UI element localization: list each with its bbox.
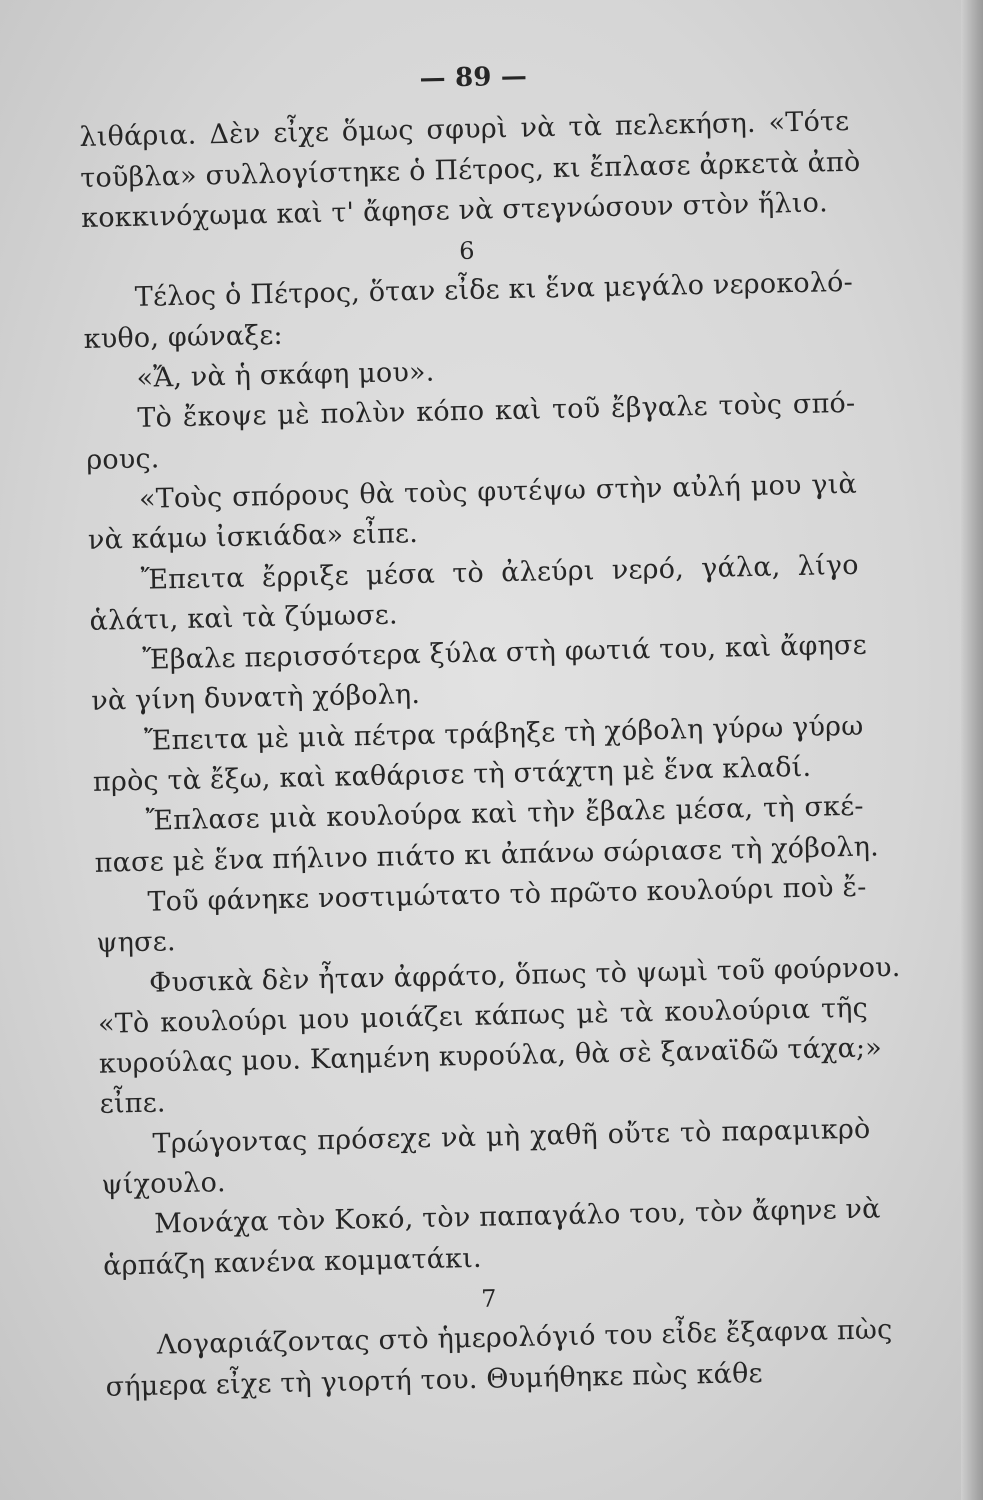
text-line: Τοῦ φάνηκε νοστιμώτατο τὸ πρῶτο κουλούρι ποὺ ἔ- [147,871,867,918]
text-line: ψίχουλο. [101,1167,227,1201]
text-line: Ἔπειτα μὲ μιὰ πέτρα τράβηξε τὴ χόβολη γύρω γύρω [143,710,864,757]
section-number: 6 [458,236,475,266]
page-text [78,50,901,1408]
text-line: κυρούλας μου. Καημένη κυρούλα, θὰ σὲ ξαναϊδῶ τάχα;» [98,1032,883,1080]
text-line: «Τοὺς σπόρους θὰ τοὺς φυτέψω στὴν αὐλή μου γιὰ [138,468,858,515]
text-line: Τὸ ἔκοψε μὲ πολὺν κόπο καὶ τοῦ ἔβγαλε τοὺς σπό- [137,388,856,435]
text-line: Ἔπλασε μιὰ κουλούρα καὶ τὴν ἔβαλε μέσα, τὴ σκέ- [145,791,865,838]
text-line: ρους. [85,443,160,476]
text-line: νὰ γίνη δυνατὴ χόβολη. [90,679,421,718]
text-line: ψησε. [96,926,177,960]
text-line: ἁλάτι, καὶ τὰ ζύμωσε. [89,599,398,637]
page-number: — 89 — [419,61,528,94]
text-line: Ἔπειτα ἔρριξε μέσα τὸ ἀλεύρι νερό, γάλα, λίγο [140,549,859,596]
section-number: 7 [480,1284,497,1313]
page-edge [961,0,983,1500]
text-line: νὰ κάμω ἰσκιάδα» εἶπε. [87,518,419,557]
text-line: κοκκινόχωμα καὶ τ' ἄφησε νὰ στεγνώσουν στὸν ἥλιο. [80,187,829,234]
text-line: πρὸς τὰ ἔξω, καὶ καθάρισε τὴ στάχτη μὲ ἕνα κλαδί. [92,751,812,798]
text-line: Ἔβαλε περισσότερα ξύλα στὴ φωτιά του, καὶ ἄφησε [142,629,868,676]
text-line: Τρώγοντας πρόσεχε νὰ μὴ χαθῆ οὔτε τὸ παραμικρὸ [152,1113,871,1160]
text-line: κυθο, φώναξε: [83,319,284,355]
text-line: «Ἄ, νὰ ἡ σκάφη μου». [136,356,435,394]
text-line: πασε μὲ ἕνα πήλινο πιάτο κι ἀπάνω σώριασε τὴ χόβολη. [94,831,880,879]
text-line: σήμερα εἶχε τὴ γιορτή του. Θυμήθηκε πὼς κάθε [105,1357,763,1403]
text-line: λιθάρια. Δὲν εἶχε ὅμως σφυρὶ νὰ τὰ πελεκήση. «Τότε [79,106,850,154]
text-line: εἶπε. [99,1087,166,1121]
text-line: Φυσικὰ δὲν ἦταν ἀφράτο, ὅπως τὸ ψωμὶ τοῦ φούρνου. [148,951,901,999]
text-line: ἁρπάζη κανένα κομματάκι. [102,1242,483,1282]
text-line: «Τὸ κουλούρι μου μοιάζει κάπως μὲ τὰ κουλούρια τῆς [97,992,869,1040]
text-line: Λογαριάζοντας στὸ ἡμερολόγιό του εἶδε ἔξαφνα πὼς [156,1314,893,1361]
text-line: Μονάχα τὸν Κοκό, τὸν παπαγάλο του, τὸν ἄφηνε νὰ [153,1193,881,1240]
text-line: Τέλος ὁ Πέτρος, ὅταν εἶδε κι ἕνα μεγάλο νεροκολό- [134,267,854,314]
text-line: τοῦβλα» συλλογίστηκε ὁ Πέτρος, κι ἔπλασε ἀρκετὰ ἀπὸ [80,146,861,194]
